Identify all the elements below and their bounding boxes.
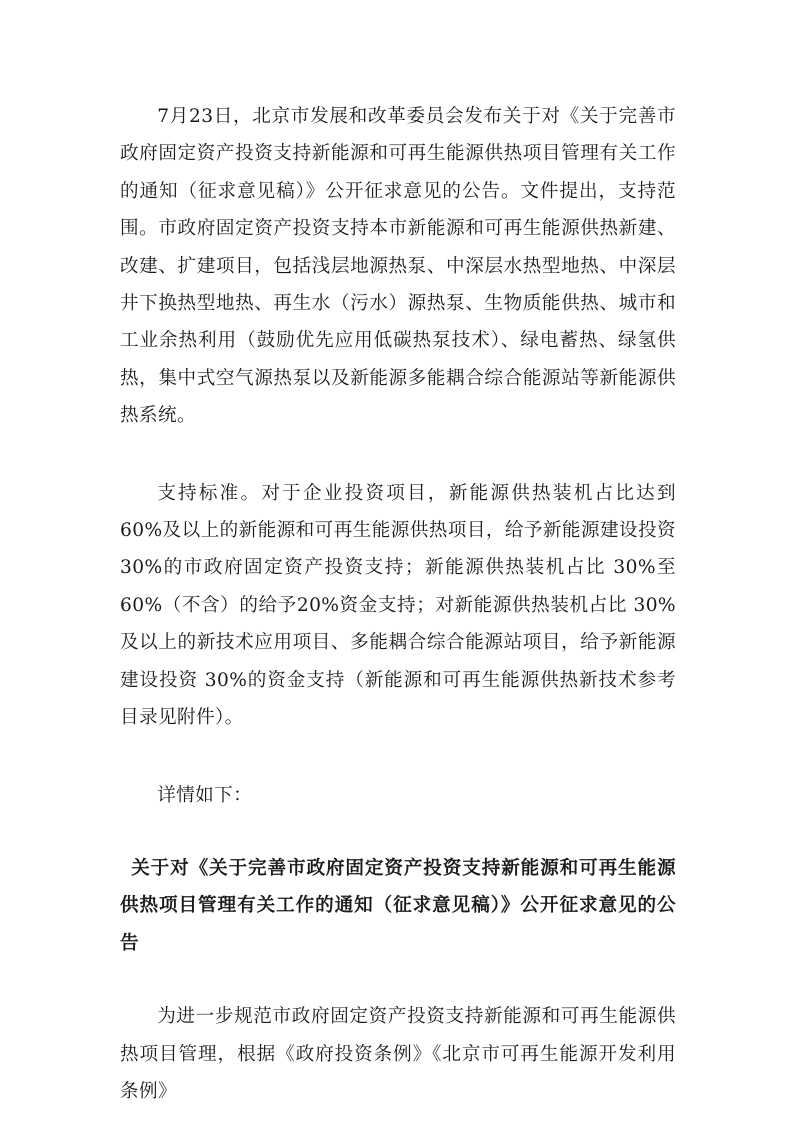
details-lead-paragraph: 详情如下： <box>157 784 253 806</box>
document-page <box>120 98 676 1110</box>
intro-paragraph: 7月23日，北京市发展和改革委员会发布关于对《关于完善市政府固定资产投资支持新能源和可再生能源供热项目管理有关工作的通知（征求意见稿）》公开征求意见的公告。文件提出，支持范围。市政府固定资产投资支持本市新能源和可再生能源供热新建、改建、扩建项目，包括浅层地源热泵、中深层水热型地热、中深层井下换热型地热、再生水（污水）源热泵、生物质能供热、城市和工业余热利用（鼓励优先应用低碳热泵技术）、绿电蓄热、绿氢供热，集中式空气源热泵以及新能源多能耦合综合能源站等新能源供热系统。 <box>120 106 676 427</box>
support-standard-paragraph: 支持标准。对于企业投资项目，新能源供热装机占比达到 60%及以上的新能源和可再生能源供热项目，给予新能源建设投资 30%的市政府固定资产投资支持；新能源供热装机占比 30%至 60%（不含）的给予20%资金支持；对新能源供热装机占比 30%及以上的新技术应用项目、多能耦合综合能源站项目，给予新能源建设投资 30%的资金支持（新能源和可再生能源供热新技术参考目录见附件）。 <box>120 482 676 729</box>
announcement-title: 关于对《关于完善市政府固定资产投资支持新能源和可再生能源供热项目管理有关工作的通知（征求意见稿）》公开征求意见的公告 <box>120 857 676 954</box>
body-paragraph: 为进一步规范市政府固定资产投资支持新能源和可再生能源供热项目管理，根据《政府投资条例》《北京市可再生能源开发利用条例》 <box>120 1006 676 1102</box>
